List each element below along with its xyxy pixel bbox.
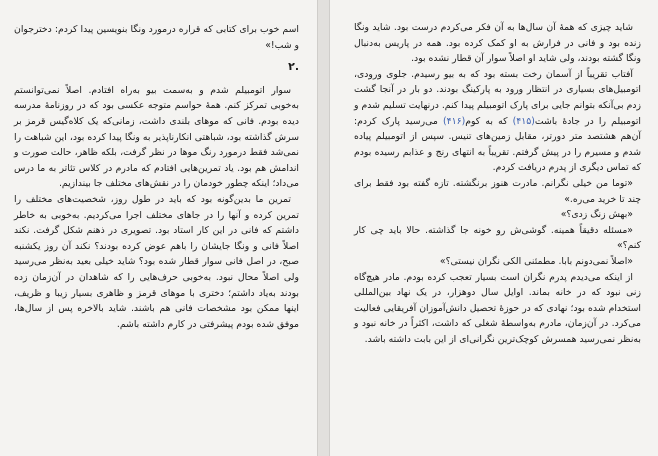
intro-text: اسم خوب برای کتابی که قراره درمورد ونگا بنویسین پیدا کردم: دخترجوان و شب!» <box>14 24 299 51</box>
dialogue-line: «مسئله دقیقاً همینه. گوشی‌ش رو خونه جا گذاشته. حالا باید چی کار کنم؟» <box>354 224 641 252</box>
book-gutter <box>318 0 329 456</box>
paragraph: تمرین ما بدین‌گونه بود که باید در طول روز، شخصیت‌های مختلف را تمرین کرده و آنها را در جاهای مختلف اجرا می‌کردیم. به‌خوبی به خاطر داشتم که فانی در این کار استاد بود. تصویری در ذهنم شکل گرفت. نکند اصلاً فانی و ونگا جایشان را باهم عوض کرده بودند؟ نکند آن روز یکشنبه صبح، در اصل فانی سوار قطار شده بود؟ شاید خیلی بعید به‌نظر می‌رسید ولی اصلاً محال نبود. به‌خوبی حرف‌هایی را که شاهدان در آن‌زمان زده بودند به‌یاد داشتم؛ دختری با موهای قرمز و ظاهری بسیار زیبا و ظریف، اینها ممکن بود مشخصات فانی هم باشند. شاید بالاخره پس از سال‌ها، موفق شده بودم پیشرفتی در کارم داشته باشم. <box>14 193 299 330</box>
paragraph: شاید چیزی که همهٔ آن سال‌ها به آن فکر می‌کردم درست بود. شاید ونگا زنده بود و فانی در فرارش به او کمک کرده بود. همه در پاریس به‌دنبال ونگا گشته بودند، ولی شاید او اصلاً سوار آن قطار نشده بود. <box>354 22 641 65</box>
dialogue-line: «بهش زنگ زدی؟» <box>560 209 633 221</box>
dialogue-line: «توما من خیلی نگرانم. مادرت هنوز برنگشته. تازه گفته بود فقط برای چند تا خرید می‌ره.» <box>354 177 641 205</box>
right-page <box>329 0 658 456</box>
paragraph: آفتاب تقریباً از آسمان رخت بسته بود که به بیو رسیدم. جلوی ورودی، اتومبیل‌های بسیاری در انتظار ورود به پارکینگ بودند. دو بار در آنجا گشت زدم بی‌آنکه بتوانم جایی برای پارک اتومبیلم پیدا کنم. درنهایت تسلیم شدم و اتومبیلم را در جادهٔ باشت(۴۱۵) که به کوم(۴۱۶) می‌رسید پارک کردم: آن‌هم هشتصد متر دورتر، مقابل زمین‌های تنیس. سپس از اتومبیلم پیاده شدم و مسیرم را در پیش گرفتم. تقریباً به انتهای رنج و عذابم رسیده بودم که تماس دیگری از پدرم دریافت کردم. <box>354 68 641 174</box>
left-page <box>0 0 318 456</box>
dialogue-line: «اصلاً نمی‌دونم بابا. مطمئنی الکی نگران نیستی؟» <box>439 255 633 267</box>
chapter-number: .۲ <box>288 60 299 74</box>
paragraph: از اینکه می‌دیدم پدرم نگران است بسیار تعجب کرده بودم. مادر هیچ‌گاه زنی نبود که در خانه بماند. اوایل سال دوهزار، در یک نهاد بین‌المللی استخدام شده بود؛ نهادی که در حوزهٔ تحصیل دانش‌آموزان آفریقایی فعالیت می‌کرد. در آن‌زمان، مادرم به‌واسطهٔ شغلی که داشت، اکثراً در خانه نبود و به‌نظر نمی‌رسید همسرش کوچک‌ترین نگرانی‌ای از این بابت داشته باشد. <box>354 271 641 345</box>
paragraph: سوار اتومبیلم شدم و به‌سمت بیو به‌راه افتادم. اصلاً نمی‌توانستم به‌خوبی تمرکز کنم. همهٔ حواسم متوجه عکسی بود که در روزنامهٔ مدرسه دیده بودم. فانی که موهای بلندی داشت، زمانی‌که یک کلاه‌گیس قرمز بر سرش گذاشته بود، شباهتی انکارناپذیر به ونگا پیدا کرده بود، این شباهت را نمی‌شد فقط درمورد رنگ موها در نظر گرفت، بلکه ظاهر، حالت صورت و اندامش هم بود. یاد تمرین‌هایی افتادم که مادرم در کلاس تئاتر به ما درس می‌داد؛ اینکه چطور خودمان را در نقش‌های مختلف جا بیندازیم. <box>14 84 299 190</box>
